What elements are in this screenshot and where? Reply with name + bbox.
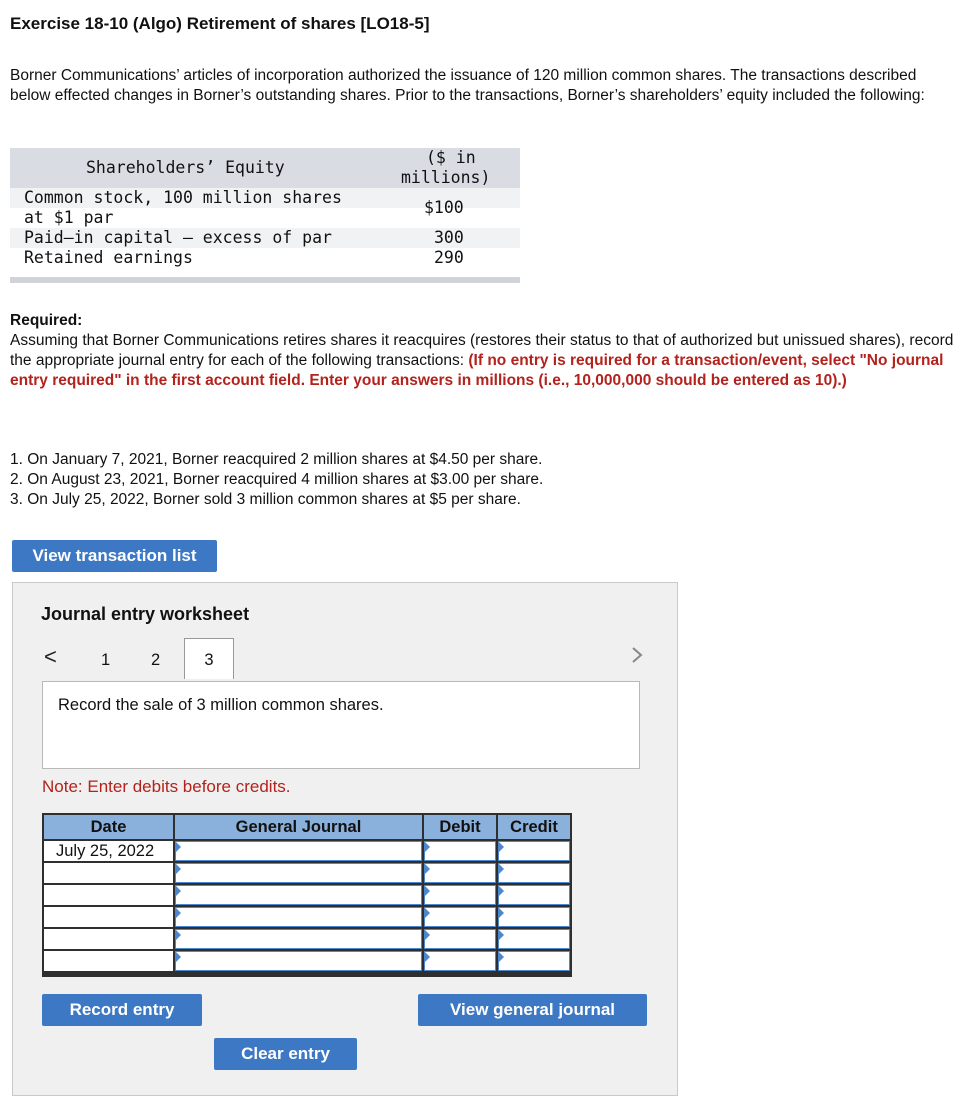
debit-field[interactable]: [424, 841, 496, 861]
column-header-debit: Debit: [424, 815, 496, 839]
credit-field[interactable]: [498, 929, 570, 949]
chevron-left-icon[interactable]: <: [44, 644, 57, 669]
transaction-list: [10, 450, 543, 510]
shareholders-equity-table: [10, 148, 520, 283]
row-paid-in-capital-amount: 300: [434, 228, 464, 247]
required-label: Required:: [10, 312, 83, 329]
credit-field[interactable]: [498, 841, 570, 861]
credit-field[interactable]: [498, 951, 570, 971]
debit-field[interactable]: [424, 951, 496, 971]
table-bottom-border: [10, 277, 520, 283]
entry-description-box: [42, 681, 640, 769]
row-retained-earnings-label: Retained earnings: [24, 248, 193, 267]
page-tab-1[interactable]: 1: [101, 651, 111, 669]
date-cell[interactable]: [44, 863, 173, 883]
row-common-stock-amount: $100: [424, 198, 464, 217]
required-body: Assuming that Borner Communications retires shares it reacquires (restores their status to that of authorized but unissued shares), record the appropriate journal entry for each of the following transactions:: [10, 332, 954, 369]
debit-field[interactable]: [424, 929, 496, 949]
debit-field[interactable]: [424, 907, 496, 927]
required-instruction: (If no entry is required for a transaction/event, select "No journal entry required" in the first account field. Enter your answers in millions (i.e., 10,000,000 should be entered as 10).): [10, 352, 944, 389]
row-retained-earnings-amount: 290: [434, 248, 464, 267]
problem-intro: Borner Communications’ articles of incorporation authorized the issuance of 120 million common shares. The transactions described below effected changes in Borner’s outstanding shares. Prior to the transactions, Borner’s shareholders’ equity included the following:: [10, 67, 925, 104]
account-field[interactable]: [175, 951, 422, 971]
account-field[interactable]: [175, 841, 422, 861]
chevron-right-icon[interactable]: [628, 643, 648, 667]
date-cell[interactable]: [44, 841, 173, 861]
row-paid-in-capital-label: Paid–in capital – excess of par: [24, 228, 332, 247]
exercise-title: Exercise 18-10 (Algo) Retirement of shares [LO18-5]: [10, 14, 430, 33]
column-header-date: Date: [44, 815, 173, 839]
worksheet-title: Journal entry worksheet: [41, 604, 250, 624]
account-field[interactable]: [175, 863, 422, 883]
column-header-credit: Credit: [498, 815, 570, 839]
view-transaction-list-button[interactable]: View transaction list: [12, 540, 217, 572]
record-entry-button[interactable]: Record entry: [42, 994, 202, 1026]
list-item: 3. On July 25, 2022, Borner sold 3 million common shares at $5 per share.: [10, 491, 521, 508]
header-amount-line-2: millions): [401, 168, 491, 187]
list-item: 1. On January 7, 2021, Borner reacquired 2 million shares at $4.50 per share.: [10, 451, 543, 468]
row-common-stock-label: Common stock, 100 million shares: [24, 188, 342, 207]
header-label: Shareholders’ Equity: [86, 158, 285, 177]
date-cell[interactable]: [44, 907, 173, 927]
credit-field[interactable]: [498, 885, 570, 905]
column-header-general-journal: General Journal: [175, 815, 422, 839]
credit-field[interactable]: [498, 863, 570, 883]
debit-field[interactable]: [424, 863, 496, 883]
account-field[interactable]: [175, 929, 422, 949]
date-cell[interactable]: [44, 951, 173, 971]
page-tab-3-active[interactable]: 3: [184, 638, 234, 679]
date-cell[interactable]: [44, 929, 173, 949]
header-amount-line-1: ($ in: [426, 148, 476, 167]
journal-table: [42, 813, 572, 977]
required-text: [10, 331, 960, 391]
date-cell[interactable]: [44, 885, 173, 905]
debit-credit-note: Note: Enter debits before credits.: [42, 777, 291, 796]
date-value: July 25, 2022: [56, 842, 155, 860]
debit-field[interactable]: [424, 885, 496, 905]
list-item: 2. On August 23, 2021, Borner reacquired 4 million shares at $3.00 per share.: [10, 471, 544, 488]
row-common-stock-label-cont: at $1 par: [24, 208, 114, 227]
credit-field[interactable]: [498, 907, 570, 927]
entry-description: Record the sale of 3 million common shares.: [58, 696, 384, 714]
view-general-journal-button[interactable]: View general journal: [418, 994, 647, 1026]
account-field[interactable]: [175, 885, 422, 905]
page-tab-2[interactable]: 2: [151, 651, 161, 669]
account-field[interactable]: [175, 907, 422, 927]
clear-entry-button[interactable]: Clear entry: [214, 1038, 357, 1070]
